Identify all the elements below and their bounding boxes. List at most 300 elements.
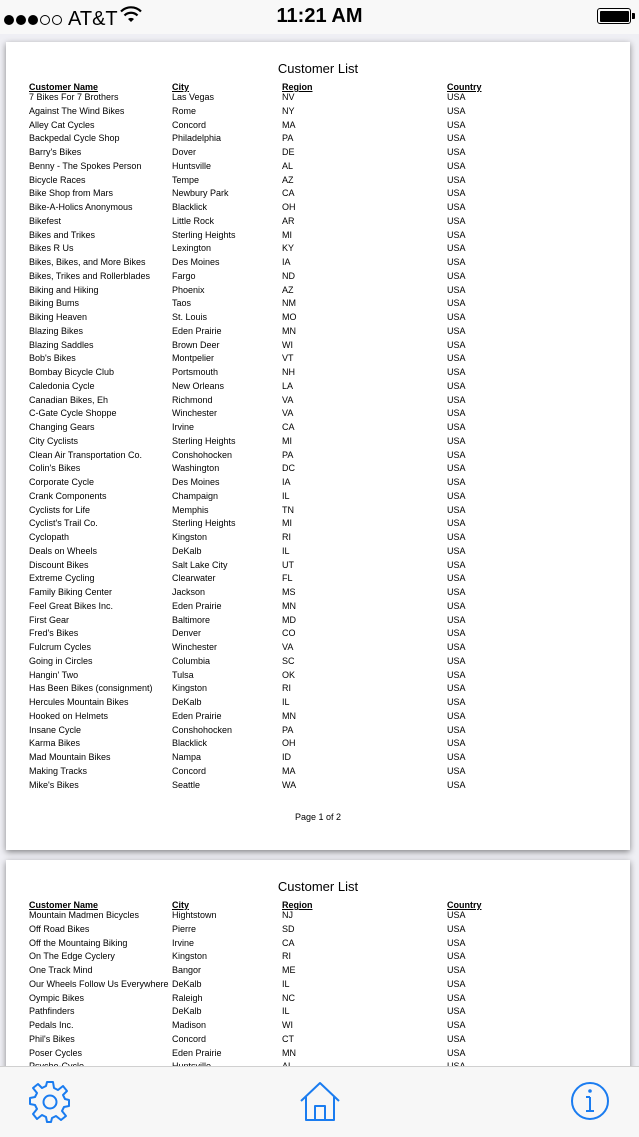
table-row — [6, 615, 630, 629]
region-cell: MO — [282, 312, 297, 322]
customer-name-cell: Making Tracks — [29, 765, 88, 776]
region-cell: MI — [282, 435, 292, 446]
region-cell: SD — [282, 923, 295, 934]
city-cell: Salt Lake City — [172, 559, 228, 570]
region-cell: IL — [282, 697, 290, 707]
country-cell: USA — [447, 545, 466, 556]
region-cell: FL — [282, 573, 293, 584]
city-cell: Clearwater — [172, 573, 216, 584]
city-cell: Tulsa — [172, 669, 194, 680]
country-cell: USA — [447, 614, 466, 625]
country-cell: USA — [447, 449, 466, 460]
region-cell: DE — [282, 147, 295, 157]
country-cell: USA — [447, 408, 466, 419]
info-button[interactable] — [568, 1079, 612, 1123]
table-row — [6, 518, 630, 532]
country-cell: USA — [447, 600, 466, 611]
city-cell: Kingston — [172, 532, 208, 542]
customer-rows — [6, 910, 630, 1075]
customer-name-cell: Bombay Bicycle Club — [29, 367, 115, 377]
table-row — [6, 175, 630, 189]
city-cell: Columbia — [172, 655, 211, 666]
customer-name-cell: C-Gate Cycle Shoppe — [29, 408, 117, 419]
region-cell: OK — [282, 669, 296, 680]
city-cell: Taos — [172, 298, 192, 309]
city-cell: Tempe — [172, 174, 200, 185]
column-header-region: Region — [282, 82, 313, 92]
region-cell: CA — [282, 937, 295, 948]
country-cell: USA — [447, 518, 466, 529]
table-row — [6, 1006, 630, 1020]
customer-name-cell: Going in Circles — [29, 655, 93, 666]
table-row — [6, 271, 630, 285]
country-cell: USA — [447, 422, 466, 432]
table-row — [6, 628, 630, 642]
city-cell: DeKalb — [172, 978, 202, 989]
customer-name-cell: Off Road Bikes — [29, 923, 90, 934]
city-cell: Philadelphia — [172, 133, 222, 144]
table-row — [6, 312, 630, 326]
region-cell: MN — [282, 1047, 296, 1058]
customer-name-cell: Extreme Cycling — [29, 573, 95, 584]
city-cell: Winchester — [172, 408, 218, 419]
status-bar — [0, 0, 639, 34]
city-cell: Raleigh — [172, 992, 203, 1003]
region-cell: IA — [282, 477, 291, 487]
customer-name-cell: Discount Bikes — [29, 559, 89, 570]
table-row — [6, 340, 630, 354]
customer-name-cell: Canadian Bikes, Eh — [29, 394, 109, 405]
city-cell: Eden Prairie — [172, 600, 222, 611]
customer-name-cell: Pedals Inc. — [29, 1020, 74, 1030]
customer-name-cell: Changing Gears — [29, 422, 95, 432]
customer-name-cell: Barry's Bikes — [29, 147, 82, 157]
region-cell: IL — [282, 1006, 290, 1017]
city-cell: Denver — [172, 628, 202, 639]
customer-name-cell: Blazing Saddles — [29, 339, 94, 350]
region-cell: NC — [282, 992, 295, 1003]
region-cell: ID — [282, 752, 291, 762]
country-cell: USA — [447, 587, 466, 597]
region-cell: RI — [282, 532, 291, 542]
table-row — [6, 670, 630, 684]
country-cell: USA — [447, 669, 466, 680]
table-row — [6, 683, 630, 697]
country-cell: USA — [447, 147, 466, 157]
city-cell: Blacklick — [172, 202, 208, 212]
table-row — [6, 697, 630, 711]
customer-name-cell: Biking Bums — [29, 298, 80, 309]
city-cell: Hightstown — [172, 910, 217, 920]
country-cell: USA — [447, 1047, 466, 1058]
country-cell: USA — [447, 105, 466, 116]
column-header-country: Country — [447, 900, 482, 910]
city-cell: Concord — [172, 119, 207, 130]
country-cell: USA — [447, 1033, 466, 1044]
carrier-label: AT&T — [68, 8, 118, 30]
country-cell: USA — [447, 642, 466, 652]
table-row — [6, 161, 630, 175]
customer-name-cell: Bikes R Us — [29, 243, 74, 254]
customer-name-cell: Bob's Bikes — [29, 353, 76, 364]
country-cell: USA — [447, 339, 466, 350]
report-page-1 — [6, 42, 630, 850]
column-header-city: City — [172, 900, 190, 910]
city-cell: Dover — [172, 147, 197, 157]
city-cell: Memphis — [172, 504, 209, 515]
city-cell: Rome — [172, 105, 197, 116]
country-cell: USA — [447, 119, 466, 130]
table-row — [6, 573, 630, 587]
customer-name-cell: Cyclist's Trail Co. — [29, 518, 98, 529]
table-row — [6, 202, 630, 216]
customer-name-cell: Corporate Cycle — [29, 477, 95, 487]
city-cell: Seattle — [172, 779, 201, 790]
country-cell: USA — [447, 573, 466, 584]
country-cell: USA — [447, 752, 466, 762]
city-cell: Eden Prairie — [172, 1047, 222, 1058]
report-title: Customer List — [277, 879, 359, 894]
customer-name-cell: One Track Mind — [29, 965, 93, 975]
customer-name-cell: Deals on Wheels — [29, 545, 98, 556]
customer-name-cell: Bikes and Trikes — [29, 229, 96, 240]
table-row — [6, 601, 630, 615]
home-icon — [298, 1079, 342, 1123]
customer-name-cell: Oympic Bikes — [29, 992, 85, 1003]
country-cell: USA — [447, 174, 466, 185]
customer-rows — [6, 92, 630, 793]
city-cell: St. Louis — [172, 312, 208, 322]
country-cell: USA — [447, 284, 466, 295]
country-cell: USA — [447, 229, 466, 240]
city-cell: Newbury Park — [172, 188, 229, 199]
customer-name-cell: Our Wheels Follow Us Everywhere — [29, 978, 169, 989]
region-cell: WA — [282, 779, 297, 790]
region-cell: NV — [282, 92, 295, 102]
table-row — [6, 993, 630, 1007]
table-row — [6, 285, 630, 299]
city-cell: Little Rock — [172, 215, 215, 226]
customer-name-cell: Blazing Bikes — [29, 325, 84, 336]
customer-name-cell: Bike Shop from Mars — [29, 188, 114, 199]
country-cell: USA — [447, 394, 466, 405]
city-cell: Kingston — [172, 683, 208, 694]
country-cell: USA — [447, 951, 466, 962]
country-cell: USA — [447, 532, 466, 542]
country-cell: USA — [447, 367, 466, 377]
table-row — [6, 780, 630, 794]
table-row — [6, 147, 630, 161]
region-cell: MI — [282, 229, 292, 240]
table-row — [6, 120, 630, 134]
region-cell: CT — [282, 1033, 294, 1044]
customer-name-cell: Bikes, Bikes, and More Bikes — [29, 257, 146, 267]
region-cell: NH — [282, 367, 295, 377]
region-cell: VT — [282, 353, 294, 364]
page-number: Page 1 of 2 — [294, 812, 342, 822]
table-row — [6, 450, 630, 464]
region-cell: NY — [282, 105, 295, 116]
country-cell: USA — [447, 992, 466, 1003]
column-header-customer-name: Customer Name — [29, 82, 99, 92]
tab-bar — [0, 1066, 639, 1137]
city-cell: Montpelier — [172, 353, 215, 364]
table-row — [6, 560, 630, 574]
city-cell: Winchester — [172, 642, 218, 652]
customer-name-cell: Cyclists for Life — [29, 504, 91, 515]
table-row — [6, 642, 630, 656]
table-row — [6, 910, 630, 924]
city-cell: Lexington — [172, 243, 212, 254]
table-row — [6, 408, 630, 422]
region-cell: NM — [282, 298, 296, 309]
city-cell: Des Moines — [172, 477, 220, 487]
region-cell: MA — [282, 119, 296, 130]
region-cell: ME — [282, 965, 296, 975]
city-cell: Concord — [172, 1033, 207, 1044]
region-cell: MN — [282, 325, 296, 336]
table-row — [6, 766, 630, 780]
country-cell: USA — [447, 490, 466, 501]
customer-name-cell: Off the Mountaing Biking — [29, 937, 128, 948]
country-cell: USA — [447, 202, 466, 212]
gear-icon — [28, 1079, 72, 1123]
customer-name-cell: Caledonia Cycle — [29, 380, 95, 391]
customer-name-cell: First Gear — [29, 614, 70, 625]
table-row — [6, 367, 630, 381]
region-cell: MN — [282, 710, 296, 721]
customer-name-cell: Clean Air Transportation Co. — [29, 449, 143, 460]
home-button[interactable] — [298, 1079, 342, 1123]
customer-name-cell: Has Been Bikes (consignment) — [29, 683, 153, 694]
country-cell: USA — [447, 504, 466, 515]
region-cell: CA — [282, 188, 295, 199]
country-cell: USA — [447, 683, 466, 694]
country-cell: USA — [447, 435, 466, 446]
customer-name-cell: Hooked on Helmets — [29, 710, 109, 721]
country-cell: USA — [447, 738, 466, 749]
region-cell: MI — [282, 518, 292, 529]
country-cell: USA — [447, 655, 466, 666]
region-cell: AZ — [282, 284, 294, 295]
table-row — [6, 92, 630, 106]
customer-name-cell: On The Edge Cyclery — [29, 951, 115, 962]
city-cell: Nampa — [172, 752, 202, 762]
city-cell: Phoenix — [172, 284, 205, 295]
city-cell: Madison — [172, 1020, 207, 1030]
region-cell: WI — [282, 1020, 293, 1030]
country-cell: USA — [447, 133, 466, 144]
city-cell: Huntsville — [172, 160, 212, 171]
city-cell: Eden Prairie — [172, 325, 222, 336]
region-cell: WI — [282, 339, 293, 350]
country-cell: USA — [447, 325, 466, 336]
region-cell: IA — [282, 257, 291, 267]
country-cell: USA — [447, 477, 466, 487]
region-cell: MS — [282, 587, 296, 597]
region-cell: AR — [282, 215, 295, 226]
country-cell: USA — [447, 923, 466, 934]
country-cell: USA — [447, 243, 466, 254]
city-cell: Sterling Heights — [172, 518, 236, 529]
city-cell: Des Moines — [172, 257, 220, 267]
customer-name-cell: Feel Great Bikes Inc. — [29, 600, 114, 611]
country-cell: USA — [447, 463, 466, 474]
city-cell: Brown Deer — [172, 339, 220, 350]
region-cell: TN — [282, 504, 294, 515]
country-cell: USA — [447, 1020, 466, 1030]
table-row — [6, 532, 630, 546]
table-row — [6, 216, 630, 230]
region-cell: MA — [282, 765, 296, 776]
region-cell: CO — [282, 628, 296, 639]
country-cell: USA — [447, 160, 466, 171]
city-cell: Concord — [172, 765, 207, 776]
table-row — [6, 133, 630, 147]
table-row — [6, 395, 630, 409]
city-cell: Kingston — [172, 951, 208, 962]
table-row — [6, 491, 630, 505]
customer-name-cell: Backpedal Cycle Shop — [29, 133, 120, 144]
region-cell: VA — [282, 642, 294, 652]
city-cell: New Orleans — [172, 380, 225, 391]
customer-name-cell: Fred's Bikes — [29, 628, 79, 639]
country-cell: USA — [447, 298, 466, 309]
table-row — [6, 298, 630, 312]
table-row — [6, 752, 630, 766]
customer-name-cell: Karma Bikes — [29, 738, 81, 749]
table-row — [6, 243, 630, 257]
region-cell: RI — [282, 683, 291, 694]
customer-name-cell: Bikefest — [29, 215, 62, 226]
table-row — [6, 257, 630, 271]
region-cell: RI — [282, 951, 291, 962]
city-cell: Conshohocken — [172, 724, 233, 735]
table-row — [6, 546, 630, 560]
country-cell: USA — [447, 779, 466, 790]
region-cell: VA — [282, 394, 294, 405]
customer-name-cell: Bicycle Races — [29, 174, 86, 185]
city-cell: Las Vegas — [172, 92, 215, 102]
table-row — [6, 381, 630, 395]
customer-name-cell: Pathfinders — [29, 1006, 75, 1017]
settings-button[interactable] — [28, 1079, 72, 1123]
customer-name-cell: Fulcrum Cycles — [29, 642, 92, 652]
city-cell: Irvine — [172, 937, 195, 948]
column-header-customer-name: Customer Name — [29, 900, 99, 910]
region-cell: LA — [282, 380, 294, 391]
table-row — [6, 711, 630, 725]
status-time: 11:21 AM — [276, 5, 363, 27]
region-cell: DC — [282, 463, 295, 474]
region-cell: IL — [282, 978, 290, 989]
city-cell: Eden Prairie — [172, 710, 222, 721]
table-row — [6, 1020, 630, 1034]
customer-name-cell: Alley Cat Cycles — [29, 119, 95, 130]
country-cell: USA — [447, 270, 466, 281]
region-cell: CA — [282, 422, 295, 432]
country-cell: USA — [447, 559, 466, 570]
customer-name-cell: Mad Mountain Bikes — [29, 752, 111, 762]
customer-name-cell: Mountain Madmen Bicycles — [29, 910, 140, 920]
customer-name-cell: Crank Components — [29, 490, 107, 501]
country-cell: USA — [447, 92, 466, 102]
column-header-region: Region — [282, 900, 313, 910]
city-cell: Champaign — [172, 490, 219, 501]
region-cell: IL — [282, 545, 290, 556]
country-cell: USA — [447, 937, 466, 948]
region-cell: OH — [282, 202, 296, 212]
customer-name-cell: Against The Wind Bikes — [29, 105, 125, 116]
customer-name-cell: Hangin' Two — [29, 669, 79, 680]
table-row — [6, 938, 630, 952]
country-cell: USA — [447, 312, 466, 322]
region-cell: AZ — [282, 174, 294, 185]
customer-name-cell: Poser Cycles — [29, 1047, 83, 1058]
table-row — [6, 436, 630, 450]
customer-name-cell: Colin's Bikes — [29, 463, 81, 474]
table-row — [6, 477, 630, 491]
report-viewer[interactable] — [0, 34, 639, 1066]
customer-name-cell: Bikes, Trikes and Rollerblades — [29, 270, 151, 281]
region-cell: KY — [282, 243, 295, 254]
city-cell: Irvine — [172, 422, 195, 432]
city-cell: Pierre — [172, 923, 197, 934]
city-cell: DeKalb — [172, 1006, 202, 1017]
customer-name-cell: Hercules Mountain Bikes — [29, 697, 129, 707]
battery-icon — [597, 8, 631, 24]
region-cell: PA — [282, 133, 294, 144]
city-cell: Sterling Heights — [172, 435, 236, 446]
country-cell: USA — [447, 965, 466, 975]
table-row — [6, 326, 630, 340]
table-row — [6, 1034, 630, 1048]
city-cell: DeKalb — [172, 545, 202, 556]
country-cell: USA — [447, 910, 466, 920]
table-row — [6, 353, 630, 367]
table-row — [6, 106, 630, 120]
column-header-city: City — [172, 82, 190, 92]
region-cell: UT — [282, 559, 294, 570]
country-cell: USA — [447, 978, 466, 989]
country-cell: USA — [447, 257, 466, 267]
column-header-country: Country — [447, 82, 482, 92]
customer-name-cell: Mike's Bikes — [29, 779, 79, 790]
table-row — [6, 505, 630, 519]
region-cell: MN — [282, 600, 296, 611]
customer-name-cell: 7 Bikes For 7 Brothers — [29, 92, 119, 102]
country-cell: USA — [447, 1006, 466, 1017]
country-cell: USA — [447, 697, 466, 707]
customer-name-cell: Cyclopath — [29, 532, 70, 542]
table-row — [6, 656, 630, 670]
city-cell: Conshohocken — [172, 449, 233, 460]
customer-name-cell: Bike-A-Holics Anonymous — [29, 202, 133, 212]
city-cell: Jackson — [172, 587, 206, 597]
customer-name-cell: Insane Cycle — [29, 724, 82, 735]
region-cell: NJ — [282, 910, 293, 920]
region-cell: SC — [282, 655, 295, 666]
region-cell: ND — [282, 270, 295, 281]
region-cell: VA — [282, 408, 294, 419]
table-row — [6, 738, 630, 752]
table-row — [6, 965, 630, 979]
city-cell: Richmond — [172, 394, 213, 405]
region-cell: MD — [282, 614, 296, 625]
country-cell: USA — [447, 353, 466, 364]
city-cell: Washington — [172, 463, 220, 474]
region-cell: AL — [282, 160, 294, 171]
